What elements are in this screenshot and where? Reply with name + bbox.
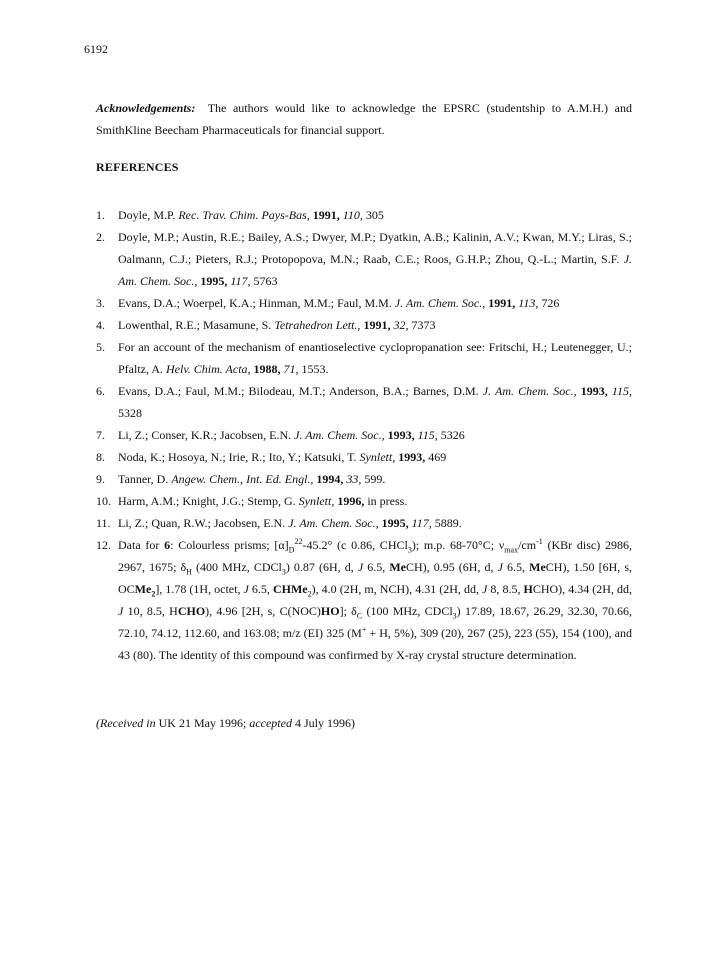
reference-authors: Evans, D.A.; Woerpel, K.A.; Hinman, M.M.; Faul, M.M. [118,296,392,310]
accepted-date: 4 July 1996) [294,716,355,730]
reference-authors: Noda, K.; Hosoya, N.; Irie, R.; Ito, Y.; Katsuki, T. [118,450,357,464]
reference-volume: 33, [346,472,362,486]
reference-text: For an account of the mechanism of enantioselective cyclopropanation see: Fritschi, H.; Leutenegger, U.; Pfaltz, A. [118,340,632,376]
reference-item-12 [96,534,632,666]
reference-authors: Harm, A.M.; Knight, J.G.; Stemp, G. [118,494,296,508]
reference-text: ) 0.87 (6H, d, [285,560,358,574]
reference-item-1 [96,204,632,226]
reference-journal: J. Am. Chem. Soc., [394,296,486,310]
reference-journal: Tetrahedron Lett., [274,318,361,332]
reference-item-2 [96,226,632,292]
references-heading: REFERENCES [96,160,179,174]
reference-status: in press. [367,494,408,508]
subscript: 2 [307,589,312,599]
reference-item-3 [96,292,632,314]
subscript: 2 [151,589,156,599]
reference-number: 2. [96,230,105,244]
reference-text: ); m.p. 68-70°C; ν [411,538,505,552]
reference-item-7 [96,424,632,446]
reference-text: 8, 8.5, [487,582,524,596]
reference-year: 1993, [580,384,608,398]
bold-text: HO [320,604,340,618]
subscript: 3 [407,545,412,555]
reference-number: 6. [96,384,105,398]
reference-number: 4. [96,318,105,332]
reference-volume: 117, [411,516,432,530]
reference-journal: J. Am. Chem. Soc., [118,252,633,288]
reference-pages: 5328 [118,406,142,420]
reference-year: 1996, [337,494,365,508]
superscript: + [361,625,367,634]
reference-text: ]; δ [339,604,357,618]
subscript: max [504,545,519,555]
reference-number: 11. [96,516,111,530]
reference-journal: J. Am. Chem. Soc., [288,516,379,530]
reference-text: ], 1.78 (1H, octet, [155,582,244,596]
italic-text: J [357,560,364,574]
reference-text: 10, 8.5, H [123,604,178,618]
reference-text: 6.5, [502,560,530,574]
reference-text: + H, 5%), 309 (20), 267 (25), 223 (55), 154 (100), and 43 (80). The identity of this compound was confirmed by X-ray crystal structure determination. [118,626,632,662]
bold-text: CH [272,582,291,596]
reference-item-10 [96,490,632,512]
acknowledgements-label: Acknowledgements: [96,101,196,115]
italic-text: J [243,582,249,596]
reference-year: 1991, [488,296,516,310]
reference-item-5 [96,336,632,380]
reference-journal: J. Am. Chem. Soc., [482,384,577,398]
reference-text: /cm [518,538,537,552]
reference-authors: Doyle, M.P.; Austin, R.E.; Bailey, A.S.; Dwyer, M.P.; Dyatkin, A.B.; Kalinin, A.V.; Kwan, M.Y.; Liras, S.; Oalmann, C.J.; Pieters, R.J.; Protopopova, M.N.; Raab, C.E.; Roos, G.H.P.; Zhou, Q.-L.; Martin, S.F. [118,230,632,266]
reference-pages: 1553. [301,362,329,376]
reference-journal: Angew. Chem., Int. Ed. Engl., [171,472,314,486]
reference-item-8 [96,446,632,468]
reference-volume: 115, [611,384,633,398]
reference-pages: 599. [364,472,386,486]
reference-number: 3. [96,296,105,310]
reference-text: 6.5, [248,582,273,596]
reference-year: 1993, [398,450,426,464]
reference-volume: 110, [342,208,363,222]
reference-year: 1991, [312,208,340,222]
reference-journal: Rec. Trav. Chim. Pays-Bas, [178,208,310,222]
compound-number: 6 [164,538,171,552]
reference-year: 1995, [200,274,228,288]
reference-authors: Tanner, D. [118,472,169,486]
reference-volume: 71, [283,362,299,376]
subscript: 3 [281,567,286,577]
reference-pages: 726 [541,296,560,310]
reference-text: -45.2° (c 0.86, CHCl [302,538,408,552]
reference-year: 1988, [253,362,281,376]
reference-text: Data for [118,538,165,552]
reference-number: 8. [96,450,105,464]
reference-item-6 [96,380,632,424]
reference-pages: 5326 [440,428,465,442]
reference-number: 7. [96,428,105,442]
reference-item-11 [96,512,632,534]
reference-volume: 113, [518,296,539,310]
superscript: -1 [536,537,543,546]
reference-text: : Colourless prisms; [α] [170,538,289,552]
reference-pages: 469 [428,450,447,464]
reference-text: (KBr disc) 2986, 2967, 1675; δ [118,538,632,574]
reference-year: 1995, [381,516,409,530]
bold-text: Me [389,560,406,574]
reference-number: 1. [96,208,105,222]
reference-year: 1994, [316,472,344,486]
reference-journal: Helv. Chim. Acta, [166,362,251,376]
subscript: D [288,545,295,555]
received-line [96,714,355,733]
superscript: 22 [294,537,303,546]
italic-text: J [482,582,488,596]
reference-journal: Synlett, [298,494,335,508]
received-open: ( [96,716,100,730]
reference-year: 1993, [387,428,415,442]
reference-text: (100 MHz, CDCl [362,604,453,618]
reference-authors: Doyle, M.P. [118,208,176,222]
italic-text: J [118,604,124,618]
reference-volume: 117, [230,274,251,288]
reference-year: 1991, [363,318,391,332]
reference-text: ), 4.96 [2H, s, C(NOC) [205,604,321,618]
reference-number: 9. [96,472,105,486]
reference-text: CH), 1.50 [6H, s, OC [118,560,633,596]
reference-text: CHO), 4.34 (2H, dd, [532,582,632,596]
subscript: C [356,611,363,621]
reference-item-9 [96,468,632,490]
references-list [96,204,632,666]
reference-authors: Li, Z.; Quan, R.W.; Jacobsen, E.N. [118,516,286,530]
received-date: 21 May 1996; [178,716,247,730]
subscript: 3 [452,611,457,621]
reference-item-4 [96,314,632,336]
bold-text: Me [290,582,308,596]
reference-number: 12. [96,538,111,552]
reference-pages: 7373 [411,318,436,332]
reference-journal: J. Am. Chem. Soc., [294,428,385,442]
bold-text: H [523,582,533,596]
reference-volume: 32, [393,318,409,332]
acknowledgements [96,97,632,141]
reference-text: ), 4.0 (2H, m, NCH), 4.31 (2H, dd, [311,582,483,596]
reference-pages: 5763 [253,274,278,288]
subscript: H [186,567,192,577]
reference-text: (400 MHz, CDCl [191,560,282,574]
reference-pages: 305 [365,208,384,222]
reference-authors: Li, Z.; Conser, K.R.; Jacobsen, E.N. [118,428,292,442]
reference-text: ) 17.89, 18.67, 26.29, 32.30, 70.66, 72.10, 74.12, 112.60, and 163.08; m/z (EI) 325 (M [118,604,633,640]
bold-text: Me [529,560,546,574]
bold-text: Me [134,582,152,596]
reference-number: 10. [96,494,111,508]
bold-text: CHO [177,604,206,618]
acknowledgements-text: The authors would like to acknowledge the EPSRC (studentship to A.M.H.) and SmithKline Beecham Pharmaceuticals for financial support. [96,101,632,137]
italic-text: J [497,560,503,574]
page-number: 6192 [84,42,108,56]
reference-text: 6.5, [363,560,390,574]
reference-authors: Evans, D.A.; Faul, M.M.; Bilodeau, M.T.; Anderson, B.A.; Barnes, D.M. [118,384,479,398]
reference-volume: 115, [417,428,438,442]
received-label: Received in [100,716,156,730]
reference-pages: 5889. [434,516,462,530]
reference-number: 5. [96,340,105,354]
reference-journal: Synlett, [359,450,396,464]
received-country: UK [158,716,176,730]
reference-authors: Lowenthal, R.E.; Masamune, S. [118,318,272,332]
accepted-label: accepted [249,716,292,730]
reference-text: CH), 0.95 (6H, d, [405,560,498,574]
